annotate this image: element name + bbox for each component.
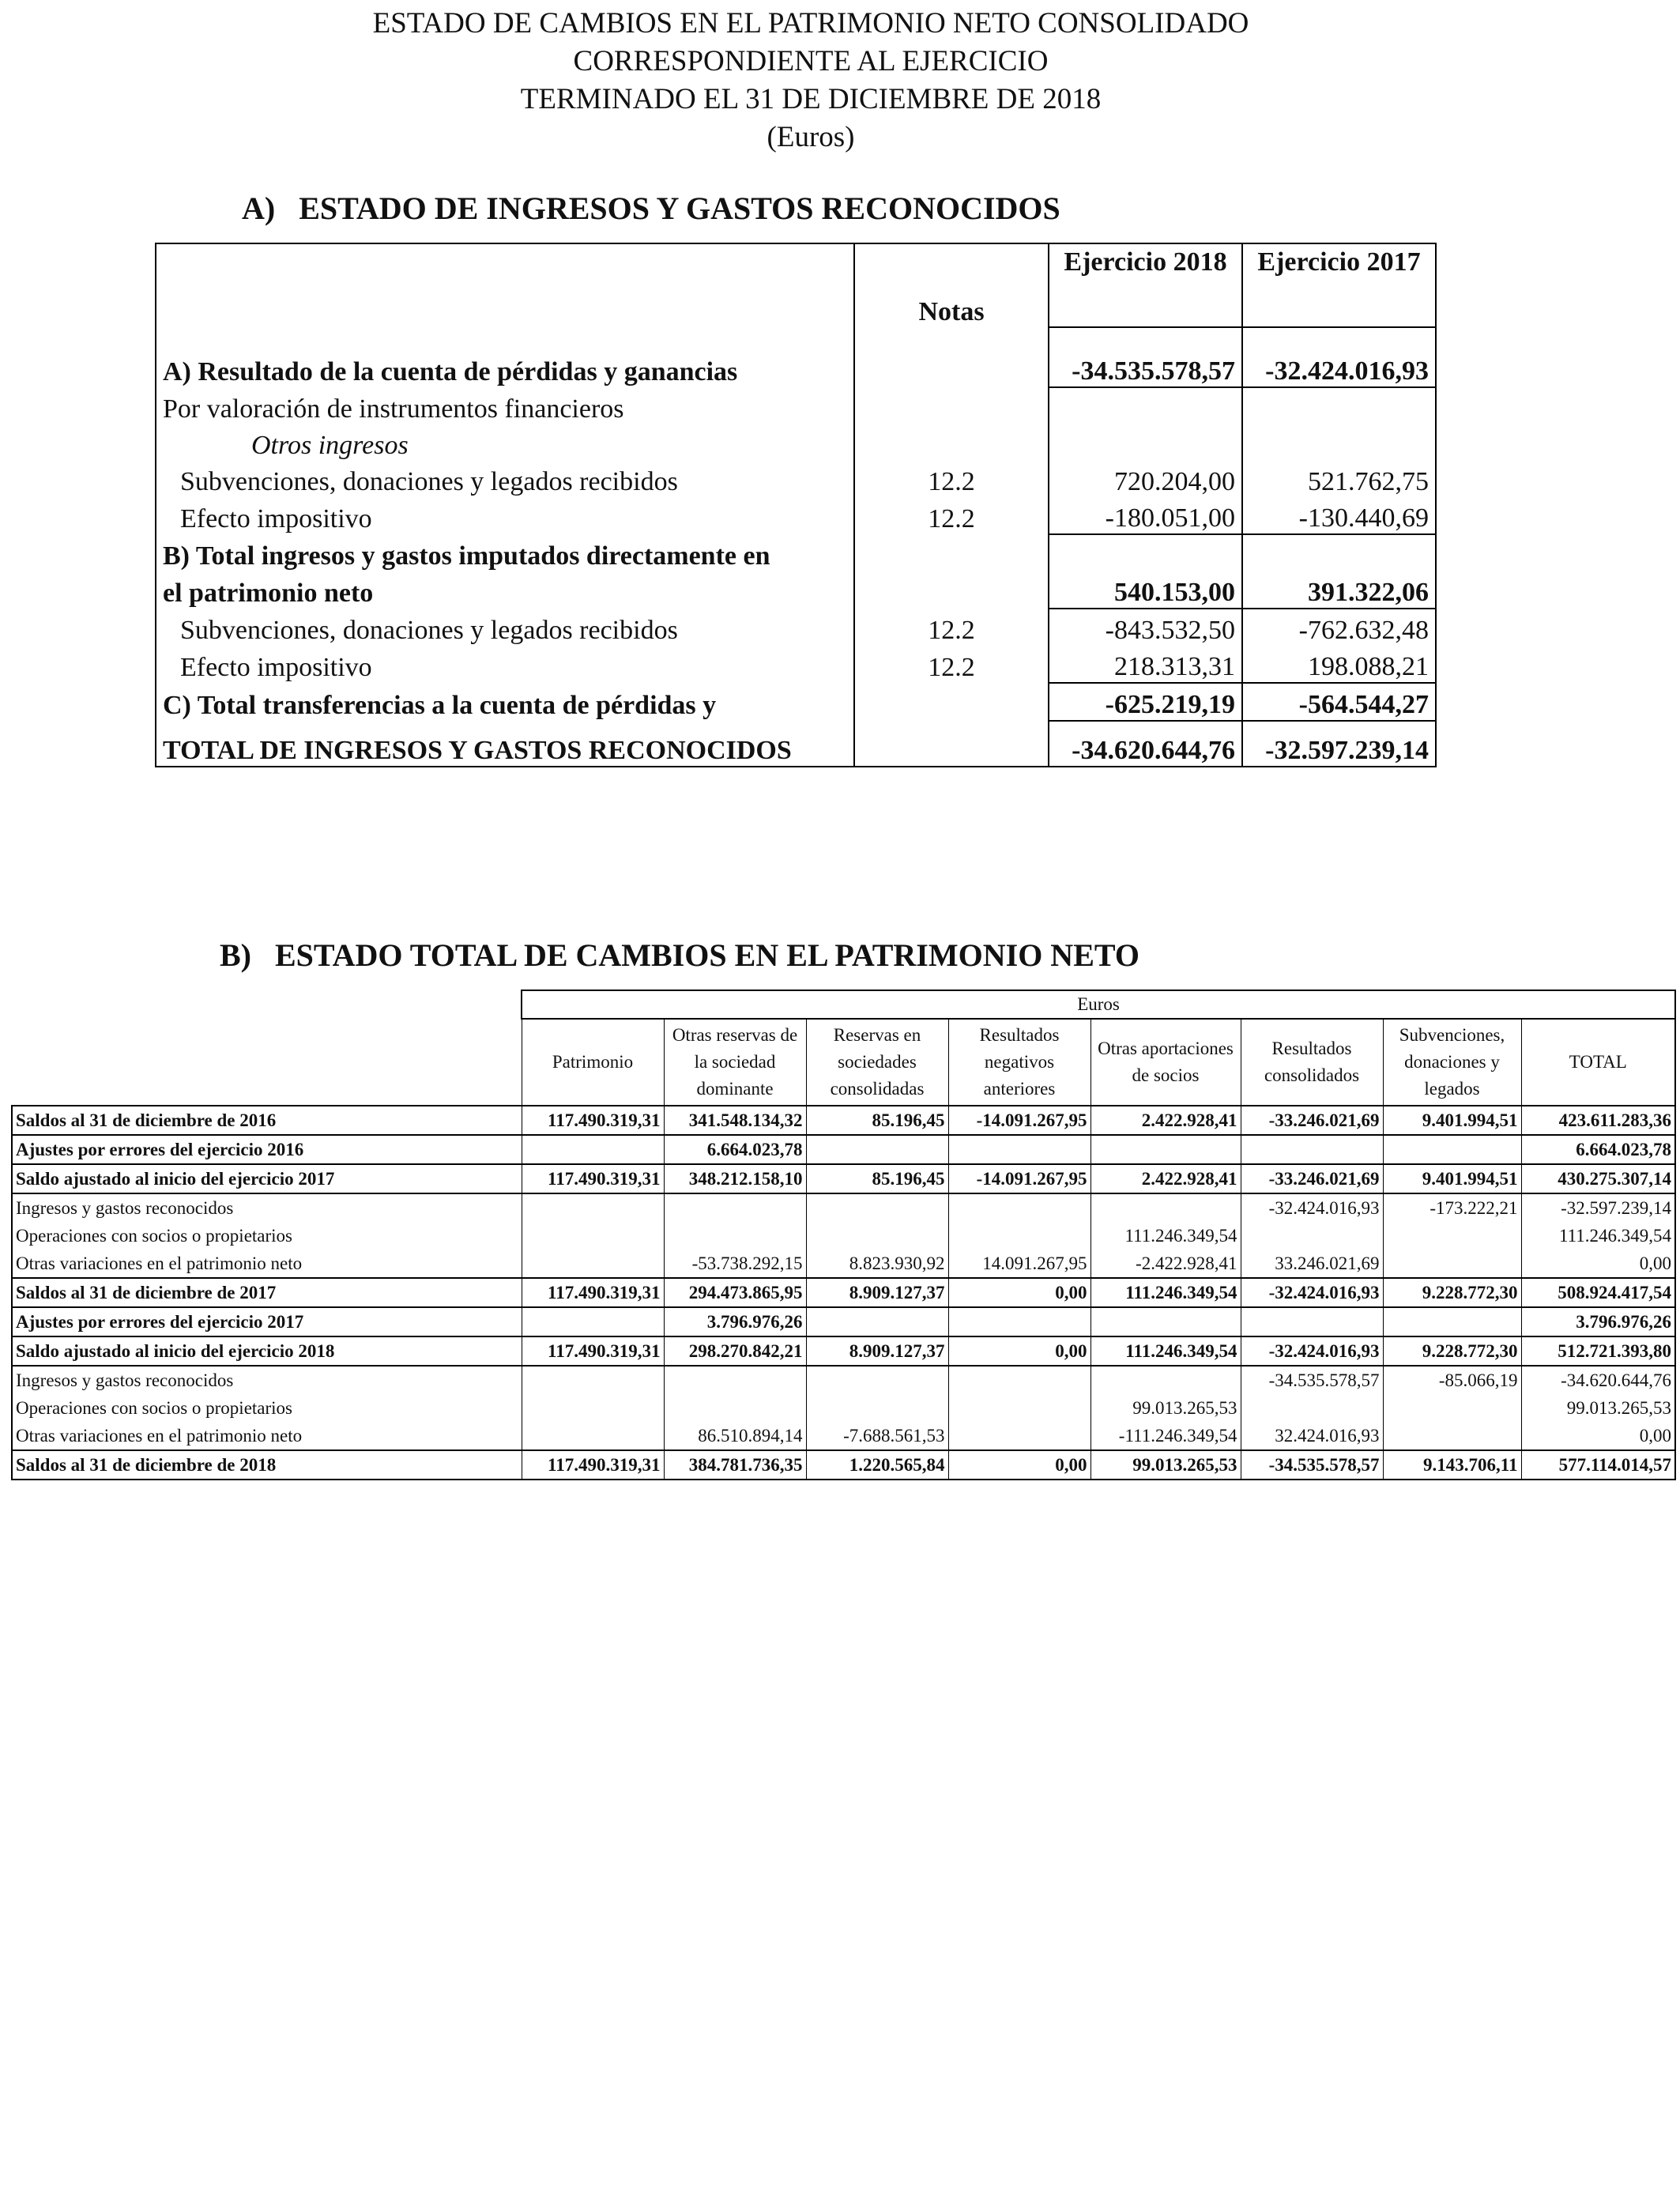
table-cell (522, 1222, 664, 1250)
table-cell: 85.196,45 (806, 1164, 948, 1193)
table-cell (1383, 1307, 1521, 1336)
table-cell (806, 1193, 948, 1222)
table-cell: 9.228.772,30 (1383, 1278, 1521, 1307)
row-label: Saldo ajustado al inicio del ejercicio 2018 (12, 1336, 522, 1366)
title-line-4: (Euros) (767, 121, 855, 153)
row-label: Operaciones con socios o propietarios (12, 1222, 522, 1250)
table-cell: -33.246.021,69 (1241, 1106, 1383, 1135)
table-row: Otros ingresos (156, 424, 1436, 461)
table-row: A) Resultado de la cuenta de pérdidas y ganancias -34.535.578,57 -32.424.016,93 (156, 350, 1436, 387)
table-cell (522, 1250, 664, 1278)
table-cell: -14.091.267,95 (948, 1164, 1090, 1193)
table-row (12, 1336, 1675, 1366)
table-row (12, 1422, 1675, 1450)
table-cell: 117.490.319,31 (522, 1278, 664, 1307)
table-cell (1383, 1250, 1521, 1278)
table-cell: 341.548.134,32 (664, 1106, 806, 1135)
section-b-heading: B) ESTADO TOTAL DE CAMBIOS EN EL PATRIMONIO NETO (220, 937, 1139, 973)
col-notas: Notas (854, 243, 1049, 327)
table-cell: 512.721.393,80 (1521, 1336, 1675, 1366)
table-cell: -32.424.016,93 (1241, 1278, 1383, 1307)
table-cell: 8.909.127,37 (806, 1336, 948, 1366)
table-cell (806, 1135, 948, 1164)
table-row: Efecto impositivo 12.2 218.313,31 198.088,21 (156, 646, 1436, 683)
col-subvenciones: Subvenciones, donaciones y legados (1383, 1019, 1521, 1106)
table-cell: -33.246.021,69 (1241, 1164, 1383, 1193)
table-row: Por valoración de instrumentos financieros (156, 387, 1436, 424)
table-cell: -173.222,21 (1383, 1193, 1521, 1222)
document-title (0, 5, 1622, 156)
table-cell: 111.246.349,54 (1090, 1336, 1241, 1366)
table-cell (1241, 1394, 1383, 1422)
col-resultados-negativos: Resultados negativos anteriores (948, 1019, 1090, 1106)
row-label: Saldos al 31 de diciembre de 2017 (12, 1278, 522, 1307)
table-cell (948, 1422, 1090, 1450)
table-cell: 99.013.265,53 (1090, 1450, 1241, 1480)
table-cell (806, 1307, 948, 1336)
euros-label: Euros (522, 990, 1675, 1019)
table-cell (948, 1307, 1090, 1336)
table-cell: 0,00 (948, 1450, 1090, 1480)
table-a-header-row (156, 243, 1436, 327)
table-cell: -32.597.239,14 (1521, 1193, 1675, 1222)
table-cell: -32.424.016,93 (1241, 1336, 1383, 1366)
table-cell: 117.490.319,31 (522, 1450, 664, 1480)
row-label: Operaciones con socios o propietarios (12, 1394, 522, 1422)
table-cell (522, 1394, 664, 1422)
table-cell (522, 1193, 664, 1222)
table-cell: 8.909.127,37 (806, 1278, 948, 1307)
table-cell: 9.401.994,51 (1383, 1106, 1521, 1135)
table-row: Efecto impositivo 12.2 -180.051,00 -130.440,69 (156, 497, 1436, 534)
table-cell: 9.228.772,30 (1383, 1336, 1521, 1366)
table-cell: 117.490.319,31 (522, 1164, 664, 1193)
table-cell: 32.424.016,93 (1241, 1422, 1383, 1450)
row-label: Ingresos y gastos reconocidos (12, 1366, 522, 1394)
euros-header-row (12, 990, 1675, 1019)
table-cell: 9.401.994,51 (1383, 1164, 1521, 1193)
table-cell (1090, 1135, 1241, 1164)
table-cell: -34.620.644,76 (1521, 1366, 1675, 1394)
table-cell: 423.611.283,36 (1521, 1106, 1675, 1135)
table-cell (1383, 1422, 1521, 1450)
table-cell: 3.796.976,26 (1521, 1307, 1675, 1336)
row-label: Ajustes por errores del ejercicio 2017 (12, 1307, 522, 1336)
table-cell (664, 1222, 806, 1250)
row-label: Saldos al 31 de diciembre de 2016 (12, 1106, 522, 1135)
table-row: el patrimonio neto 540.153,00 391.322,06 (156, 571, 1436, 609)
table-cell (948, 1135, 1090, 1164)
table-cell: 0,00 (1521, 1422, 1675, 1450)
table-row: Subvenciones, donaciones y legados recibidos 12.2 -843.532,50 -762.632,48 (156, 609, 1436, 646)
row-label: Otras variaciones en el patrimonio neto (12, 1250, 522, 1278)
table-cell (522, 1135, 664, 1164)
table-cell: 6.664.023,78 (664, 1135, 806, 1164)
table-row: C) Total transferencias a la cuenta de pérdidas y -625.219,19 -564.544,27 (156, 683, 1436, 721)
table-cell: 117.490.319,31 (522, 1336, 664, 1366)
table-row (12, 1106, 1675, 1135)
table-cell (806, 1394, 948, 1422)
table-row (12, 1366, 1675, 1394)
col-otras-aportaciones: Otras aportaciones de socios (1090, 1019, 1241, 1106)
table-cell: 2.422.928,41 (1090, 1106, 1241, 1135)
table-cell: 430.275.307,14 (1521, 1164, 1675, 1193)
col-reservas-consolidadas: Reservas en sociedades consolidadas (806, 1019, 948, 1106)
table-cell (948, 1394, 1090, 1422)
table-row (12, 1250, 1675, 1278)
table-cell: -34.535.578,57 (1241, 1366, 1383, 1394)
table-cell (1383, 1222, 1521, 1250)
table-cell: 6.664.023,78 (1521, 1135, 1675, 1164)
table-cell: 348.212.158,10 (664, 1164, 806, 1193)
table-cell: 117.490.319,31 (522, 1106, 664, 1135)
section-a-heading: A) ESTADO DE INGRESOS Y GASTOS RECONOCIDOS (242, 190, 1060, 226)
col-patrimonio: Patrimonio (522, 1019, 664, 1106)
table-cell: -53.738.292,15 (664, 1250, 806, 1278)
table-cell (948, 1366, 1090, 1394)
table-cell: -7.688.561,53 (806, 1422, 948, 1450)
row-label: Saldos al 31 de diciembre de 2018 (12, 1450, 522, 1480)
table-cell: 111.246.349,54 (1090, 1278, 1241, 1307)
table-cell: 33.246.021,69 (1241, 1250, 1383, 1278)
title-line-3: TERMINADO EL 31 DE DICIEMBRE DE 2018 (520, 83, 1102, 115)
table-cell (522, 1422, 664, 1450)
table-row: B) Total ingresos y gastos imputados directamente en (156, 534, 1436, 571)
table-cell: 86.510.894,14 (664, 1422, 806, 1450)
table-cell (522, 1366, 664, 1394)
table-cell: -32.424.016,93 (1241, 1193, 1383, 1222)
table-cell: 111.246.349,54 (1090, 1222, 1241, 1250)
table-cell: 508.924.417,54 (1521, 1278, 1675, 1307)
table-cell: 111.246.349,54 (1521, 1222, 1675, 1250)
row-label: Saldo ajustado al inicio del ejercicio 2017 (12, 1164, 522, 1193)
table-row (12, 1450, 1675, 1480)
table-cell: 0,00 (948, 1278, 1090, 1307)
table-row: TOTAL DE INGRESOS Y GASTOS RECONOCIDOS -34.620.644,76 -32.597.239,14 (156, 721, 1436, 767)
table-cell (948, 1193, 1090, 1222)
title-line-1: ESTADO DE CAMBIOS EN EL PATRIMONIO NETO CONSOLIDADO (372, 7, 1249, 40)
row-label: Ajustes por errores del ejercicio 2016 (12, 1135, 522, 1164)
table-cell: 1.220.565,84 (806, 1450, 948, 1480)
table-row (12, 1222, 1675, 1250)
table-cell (1383, 1394, 1521, 1422)
table-cell (806, 1222, 948, 1250)
table-cell: -85.066,19 (1383, 1366, 1521, 1394)
table-cell: 85.196,45 (806, 1106, 948, 1135)
table-cell: 9.143.706,11 (1383, 1450, 1521, 1480)
table-cell (806, 1366, 948, 1394)
table-row (12, 1278, 1675, 1307)
ingresos-gastos-table (155, 243, 1437, 767)
col-ejercicio-2017: Ejercicio 2017 (1242, 243, 1436, 327)
table-cell: 294.473.865,95 (664, 1278, 806, 1307)
table-cell: 577.114.014,57 (1521, 1450, 1675, 1480)
table-cell (1241, 1307, 1383, 1336)
table-cell (1383, 1135, 1521, 1164)
table-cell (522, 1307, 664, 1336)
table-row (12, 1193, 1675, 1222)
table-cell (664, 1394, 806, 1422)
table-cell: 2.422.928,41 (1090, 1164, 1241, 1193)
col-total: TOTAL (1521, 1019, 1675, 1106)
col-ejercicio-2018: Ejercicio 2018 (1049, 243, 1242, 327)
cambios-patrimonio-table (11, 990, 1676, 1480)
table-row (156, 327, 1436, 350)
table-cell: 298.270.842,21 (664, 1336, 806, 1366)
table-cell (1090, 1366, 1241, 1394)
row-label: Ingresos y gastos reconocidos (12, 1193, 522, 1222)
table-cell: 14.091.267,95 (948, 1250, 1090, 1278)
col-otras-reservas: Otras reservas de la sociedad dominante (664, 1019, 806, 1106)
table-cell: 8.823.930,92 (806, 1250, 948, 1278)
table-cell: 0,00 (1521, 1250, 1675, 1278)
table-cell: -111.246.349,54 (1090, 1422, 1241, 1450)
table-cell (1090, 1307, 1241, 1336)
row-label: Otras variaciones en el patrimonio neto (12, 1422, 522, 1450)
table-cell: 99.013.265,53 (1090, 1394, 1241, 1422)
table-cell (1090, 1193, 1241, 1222)
table-cell: -34.535.578,57 (1241, 1450, 1383, 1480)
table-row: Subvenciones, donaciones y legados recibidos 12.2 720.204,00 521.762,75 (156, 461, 1436, 497)
table-row (12, 1135, 1675, 1164)
table-cell: 99.013.265,53 (1521, 1394, 1675, 1422)
table-cell: 384.781.736,35 (664, 1450, 806, 1480)
column-header-row (12, 1019, 1675, 1106)
table-cell (1241, 1222, 1383, 1250)
title-line-2: CORRESPONDIENTE AL EJERCICIO (573, 45, 1049, 77)
table-cell: -14.091.267,95 (948, 1106, 1090, 1135)
table-cell (948, 1222, 1090, 1250)
table-cell (1241, 1135, 1383, 1164)
table-cell (664, 1193, 806, 1222)
table-cell: 3.796.976,26 (664, 1307, 806, 1336)
col-resultados-consolidados: Resultados consolidados (1241, 1019, 1383, 1106)
table-row (12, 1307, 1675, 1336)
table-cell: 0,00 (948, 1336, 1090, 1366)
table-row (12, 1394, 1675, 1422)
table-cell (664, 1366, 806, 1394)
table-cell: -2.422.928,41 (1090, 1250, 1241, 1278)
table-row (12, 1164, 1675, 1193)
